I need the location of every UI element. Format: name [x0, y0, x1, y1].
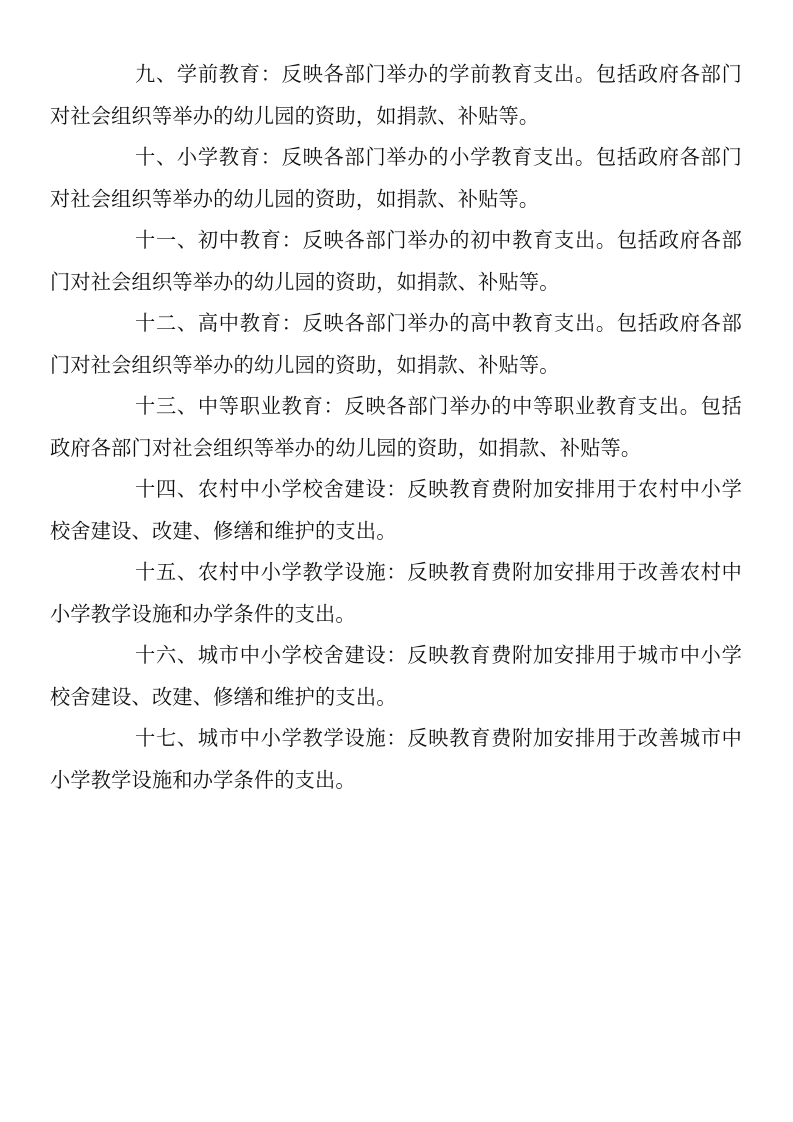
- document-body: [50, 54, 742, 801]
- paragraph-rural-teaching-facilities: 十五、农村中小学教学设施：反映教育费附加安排用于改善农村中小学教学设施和办学条件的支出。: [50, 560, 742, 626]
- paragraph-urban-school-buildings: 十六、城市中小学校舍建设：反映教育费附加安排用于城市中小学校舍建设、改建、修缮和维护的支出。: [50, 643, 742, 709]
- paragraph-urban-teaching-facilities: 十七、城市中小学教学设施：反映教育费附加安排用于改善城市中小学教学设施和办学条件的支出。: [50, 726, 742, 792]
- paragraph-preschool-education: 九、学前教育：反映各部门举办的学前教育支出。包括政府各部门对社会组织等举办的幼儿园的资助，如捐款、补贴等。: [50, 62, 742, 128]
- paragraph-vocational-education: 十三、中等职业教育：反映各部门举办的中等职业教育支出。包括政府各部门对社会组织等举办的幼儿园的资助，如捐款、补贴等。: [50, 394, 742, 460]
- paragraph-primary-education: 十、小学教育：反映各部门举办的小学教育支出。包括政府各部门对社会组织等举办的幼儿园的资助，如捐款、补贴等。: [50, 145, 742, 211]
- paragraph-rural-school-buildings: 十四、农村中小学校舍建设：反映教育费附加安排用于农村中小学校舍建设、改建、修缮和维护的支出。: [50, 477, 742, 543]
- paragraph-junior-high-education: 十一、初中教育：反映各部门举办的初中教育支出。包括政府各部门对社会组织等举办的幼儿园的资助，如捐款、补贴等。: [50, 228, 742, 294]
- paragraph-senior-high-education: 十二、高中教育：反映各部门举办的高中教育支出。包括政府各部门对社会组织等举办的幼儿园的资助，如捐款、补贴等。: [50, 311, 742, 377]
